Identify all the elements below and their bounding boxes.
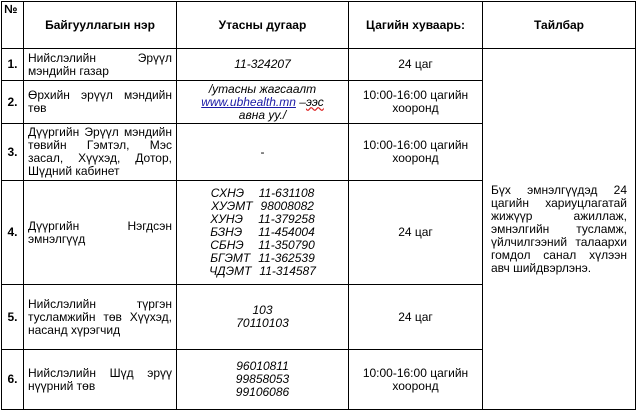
schedule: 24 цаг bbox=[349, 181, 483, 285]
hospital-code: СХНЭ bbox=[210, 186, 245, 200]
hospital-phone: 11-631108 bbox=[258, 186, 315, 200]
row-number: 6. bbox=[2, 350, 24, 410]
hospital-code: СБНЭ bbox=[210, 238, 244, 252]
header-schedule: Цагийн хуваарь: bbox=[349, 2, 483, 49]
header-row bbox=[2, 2, 636, 49]
dash-text: – bbox=[299, 94, 306, 109]
phone-number: 103 bbox=[252, 303, 273, 317]
row-number: 2. bbox=[2, 81, 24, 124]
hospital-code: ХУЭМТ bbox=[211, 199, 253, 213]
phone-number: 70110103 bbox=[236, 316, 289, 330]
phone-number: 11-324207 bbox=[177, 49, 349, 81]
row-number: 5. bbox=[2, 285, 24, 350]
hospital-code: БЗНЭ bbox=[210, 225, 243, 239]
phone-list bbox=[177, 285, 349, 350]
note-cell: Бүх эмнэлгүүдэд 24 цагийн хариуцлагатай жижүүр ажиллаж, эмнэлгийн тусламж, үйлчилгээний талаархи гомдол санал хүлээн авч шийдвэрлэнэ. bbox=[483, 49, 636, 410]
organization-name: Өрхийн эрүүл мэндийн төв bbox=[24, 81, 177, 124]
hospital-code: БГЭМТ bbox=[210, 251, 251, 265]
organization-name: Нийслэлийн Эрүүл мэндийн газар bbox=[24, 49, 177, 81]
row-number: 4. bbox=[2, 181, 24, 285]
phone-list-link-line bbox=[179, 96, 346, 109]
header-number: № bbox=[2, 2, 24, 49]
service-phone-line bbox=[179, 265, 346, 278]
hospital-code: ЧДЭМТ bbox=[209, 264, 252, 278]
phone-list-end-text: авна уу./ bbox=[238, 107, 287, 122]
hospital-phone: 11-350790 bbox=[258, 238, 315, 252]
header-note: Тайлбар bbox=[483, 2, 636, 49]
phone-number: 96010811 bbox=[236, 359, 289, 373]
schedule: 10:00-16:00 цагийн хооронд bbox=[349, 124, 483, 181]
hospital-phone: 98008082 bbox=[260, 199, 314, 213]
hospital-contact-table bbox=[1, 1, 636, 410]
organization-name: Нийслэлийн түргэн тусламжийн төв Хүүхэд, насанд хүрэгчид bbox=[24, 285, 177, 350]
schedule: 24 цаг bbox=[349, 49, 483, 81]
schedule: 24 цаг bbox=[349, 285, 483, 350]
website-link[interactable]: www.ubhealth.mn bbox=[201, 94, 296, 109]
hospital-phone: 11-314587 bbox=[259, 264, 316, 278]
hospital-code: ХУНЭ bbox=[210, 212, 243, 226]
phone-number: - bbox=[177, 124, 349, 181]
schedule: 10:00-16:00 цагийн хооронд bbox=[349, 81, 483, 124]
phone-info bbox=[177, 81, 349, 124]
phone-number: 99858053 bbox=[235, 372, 290, 386]
organization-name: Нийслэлийн Шүд эрүү нүүрний төв bbox=[24, 350, 177, 410]
table-row bbox=[2, 49, 636, 81]
suffix-text: ээс bbox=[305, 94, 324, 109]
hospital-phone: 11-454004 bbox=[258, 225, 315, 239]
row-number: 3. bbox=[2, 124, 24, 181]
hospital-phone-list bbox=[177, 181, 349, 285]
hospital-phone: 11-362539 bbox=[258, 251, 315, 265]
row-number: 1. bbox=[2, 49, 24, 81]
phone-list bbox=[177, 350, 349, 410]
phone-number: 99106086 bbox=[235, 385, 290, 399]
organization-name: Дүүргийн Нэгдсэн эмнэлгүүд bbox=[24, 181, 177, 285]
schedule: 10:00-16:00 цагийн хооронд bbox=[349, 350, 483, 410]
phone-list-text: /утасны жагсаалт bbox=[208, 81, 317, 96]
organization-name: Дүүргийн Эрүүл мэндийн төвийн Гэмтэл, Мэс засал, Хүүхэд, Дотор, Шүдний кабинет bbox=[24, 124, 177, 181]
header-organization-name: Байгууллагын нэр bbox=[24, 2, 177, 49]
hospital-phone: 11-379258 bbox=[258, 212, 315, 226]
header-phone-number: Утасны дугаар bbox=[177, 2, 349, 49]
